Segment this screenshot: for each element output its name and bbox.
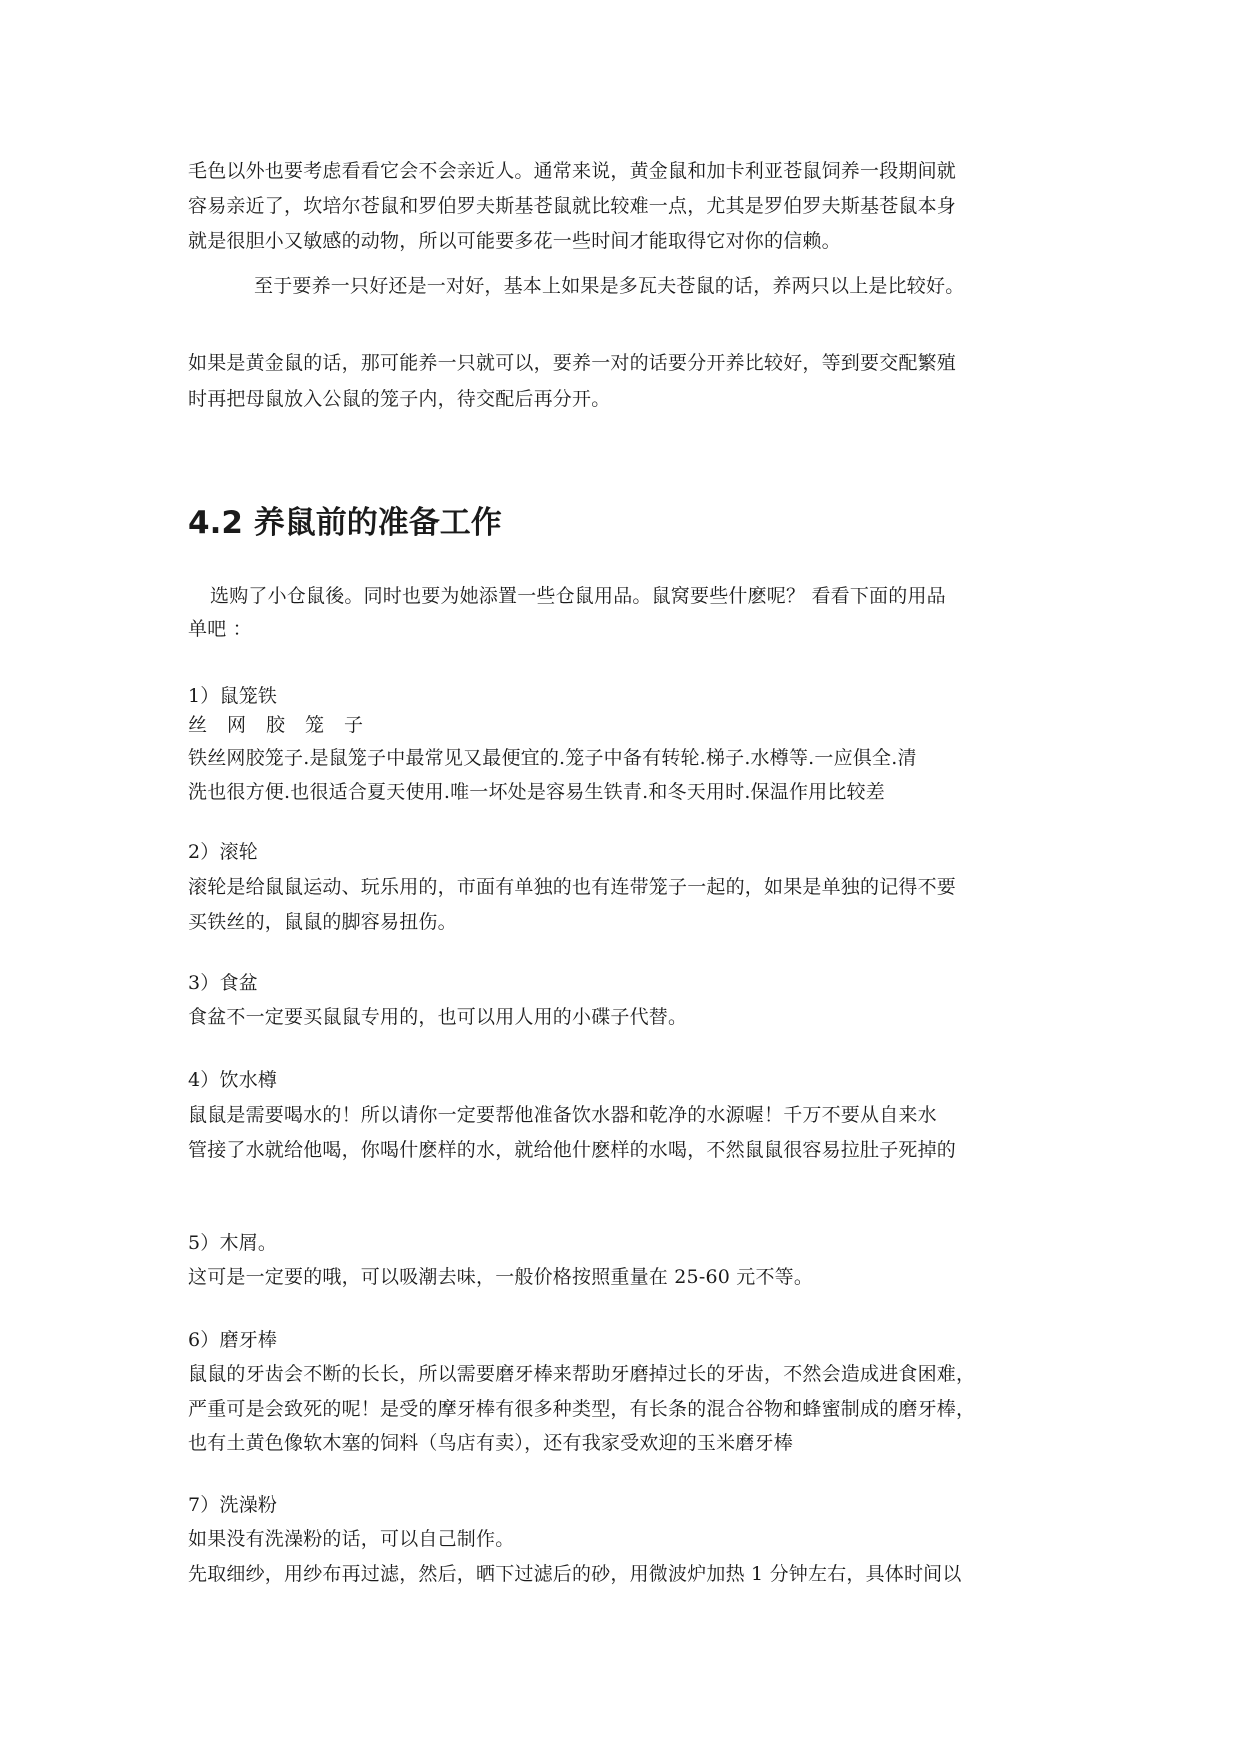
item-line: 买铁丝的，鼠鼠的脚容易扭伤。	[188, 911, 457, 933]
item-line: 先取细纱，用纱布再过滤，然后，晒下过滤后的砂，用微波炉加热 1 分钟左右，具体时间以	[188, 1563, 962, 1585]
item-line: 食盆不一定要买鼠鼠专用的，也可以用人用的小碟子代替。	[188, 1006, 688, 1028]
paragraph-line: 容易亲近了，坎培尔苍鼠和罗伯罗夫斯基苍鼠就比较难一点，尤其是罗伯罗夫斯基苍鼠本身	[188, 195, 957, 217]
item-title: 6）磨牙棒	[188, 1329, 278, 1351]
item-line: 铁丝网胶笼子.是鼠笼子中最常见又最便宜的.笼子中备有转轮.梯子.水樽等.一应俱全.清	[188, 747, 917, 769]
item-line: 也有土黄色像软木塞的饲料（鸟店有卖），还有我家受欢迎的玉米磨牙棒	[188, 1432, 793, 1454]
item-line: 洗也很方便.也很适合夏天使用.唯一坏处是容易生铁青.和冬天用时.保温作用比较差	[188, 781, 885, 803]
item-title: 1）鼠笼铁	[188, 685, 278, 707]
paragraph-line: 时再把母鼠放入公鼠的笼子内，待交配后再分开。	[188, 388, 611, 410]
item-line: 严重可是会致死的呢！是受的摩牙棒有很多种类型，有长条的混合谷物和蜂蜜制成的磨牙棒，	[188, 1398, 976, 1420]
paragraph-line: 单吧 ：	[188, 618, 252, 640]
item-title: 3）食盆	[188, 972, 258, 994]
paragraph-line: 至于要养一只好还是一对好，基本上如果是多瓦夫苍鼠的话，养两只以上是比较好。	[254, 275, 965, 297]
paragraph-line: 如果是黄金鼠的话，那可能养一只就可以，要养一对的话要分开养比较好，等到要交配繁殖	[188, 352, 957, 374]
item-subtitle: 丝网胶笼子	[188, 714, 384, 736]
item-title: 2）滚轮	[188, 841, 258, 863]
item-title: 4）饮水樽	[188, 1069, 278, 1091]
paragraph-line: 毛色以外也要考虑看看它会不会亲近人。通常来说，黄金鼠和加卡利亚苍鼠饲养一段期间就	[188, 160, 957, 182]
item-line: 鼠鼠是需要喝水的！所以请你一定要帮他准备饮水器和乾净的水源喔！千万不要从自来水	[188, 1104, 937, 1126]
item-line: 这可是一定要的哦，可以吸潮去味，一般价格按照重量在 25-60 元不等。	[188, 1266, 814, 1288]
paragraph-line: 就是很胆小又敏感的动物，所以可能要多花一些时间才能取得它对你的信赖。	[188, 230, 841, 252]
item-line: 鼠鼠的牙齿会不断的长长，所以需要磨牙棒来帮助牙磨掉过长的牙齿，不然会造成进食困难，	[188, 1363, 976, 1385]
paragraph-line: 选购了小仓鼠後。同时也要为她添置一些仓鼠用品。鼠窝要些什麽呢？ 看看下面的用品	[210, 585, 946, 607]
section-heading: 4.2 养鼠前的准备工作	[188, 505, 502, 541]
item-title: 7）洗澡粉	[188, 1494, 278, 1516]
item-line: 如果没有洗澡粉的话，可以自己制作。	[188, 1528, 515, 1550]
item-line: 管接了水就给他喝，你喝什麽样的水，就给他什麽样的水喝，不然鼠鼠很容易拉肚子死掉的	[188, 1139, 957, 1161]
item-line: 滚轮是给鼠鼠运动、玩乐用的，市面有单独的也有连带笼子一起的，如果是单独的记得不要	[188, 876, 957, 898]
item-title: 5）木屑。	[188, 1232, 278, 1254]
